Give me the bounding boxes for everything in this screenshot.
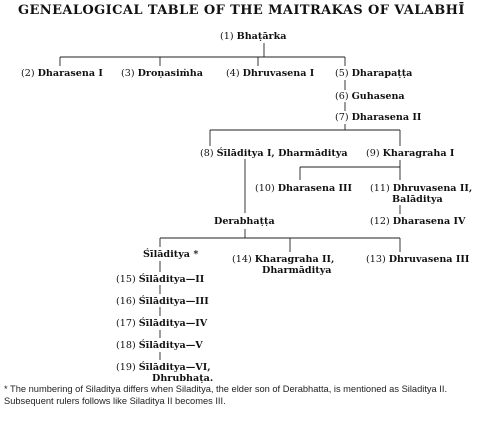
node-derabhatta	[214, 216, 275, 227]
node-name: Śīlāditya—II	[138, 274, 205, 285]
node-name: Derabhaṭṭa	[214, 216, 275, 227]
node-dharapatta: (5) Dharapaṭṭa	[335, 68, 413, 79]
node-dronasimha: (3) Droṇasiṁha	[121, 68, 203, 79]
node-name: Dharasena IV	[392, 216, 466, 227]
node-name: Dhruvasena III	[388, 254, 470, 265]
node-name: Dhruvasena II,	[392, 183, 473, 194]
node-dhruvasena-2: (11) Dhruvasena II, Balāditya	[370, 183, 473, 205]
node-name-line-2: Dhrubhaṭa.	[152, 373, 214, 384]
node-dhruvasena-1: (4) Dhruvasena I	[226, 68, 315, 79]
node-siladitya-2: (15) Śīlāditya—II	[116, 274, 205, 285]
node-name: Dharasena I	[37, 68, 103, 79]
node-kharagraha-2: (14) Kharagraha II, Dharmāditya	[232, 254, 335, 276]
node-name-line-2: Dharmāditya	[262, 265, 332, 276]
node-dhruvasena-3: (13) Dhruvasena III	[366, 254, 470, 265]
node-siladitya-3: (16) Śīlāditya—III	[116, 296, 209, 307]
node-name-line-2: Balāditya	[392, 194, 443, 205]
node-name: Guhasena	[351, 91, 405, 102]
node-name: Droṇasiṁha	[137, 68, 203, 79]
node-siladitya-star	[143, 249, 198, 260]
node-name: Kharagraha II,	[254, 254, 335, 265]
node-name: Śīlāditya *	[143, 249, 199, 260]
diagram-title: GENEALOGICAL TABLE OF THE MAITRAKAS OF VALABHĪ	[18, 3, 465, 18]
node-name: Śīlāditya—III	[138, 296, 209, 307]
node-name: Śīlāditya—IV	[138, 318, 208, 329]
node-dharasena-3: (10) Dharasena III	[255, 183, 352, 194]
node-name: Dharapaṭṭa	[351, 68, 413, 79]
node-dharasena-1: (2) Dharasena I	[21, 68, 103, 79]
node-siladitya-4: (17) Śīlāditya—IV	[116, 318, 208, 329]
node-siladitya-1: (8) Śīlāditya I, Dharmāditya	[200, 148, 348, 159]
node-name: Śīlāditya—V	[138, 340, 203, 351]
node-name: Śīlāditya I, Dharmāditya	[216, 148, 348, 159]
footnote: * The numbering of Siladitya differs when Siladitya, the elder son of Derabhatta, is mentioned as Siladitya II. Subsequent rulers follows like Siladitya II becomes III.	[4, 384, 448, 406]
node-guhasena: (6) Guhasena	[335, 91, 405, 102]
node-name: Dharasena II	[351, 112, 422, 123]
node-siladitya-5: (18) Śīlāditya—V	[116, 340, 203, 351]
node-name: Bhaṭārka	[236, 31, 287, 42]
node-name: Kharagraha I	[382, 148, 455, 159]
node-name: Śīlāditya—VI,	[138, 362, 211, 373]
node-bhatarka: (1) Bhaṭārka	[220, 31, 287, 42]
node-dharasena-4: (12) Dharasena IV	[370, 216, 466, 227]
node-name: Dhruvasena I	[242, 68, 315, 79]
node-siladitya-6: (19) Śīlāditya—VI, Dhrubhaṭa.	[116, 362, 214, 384]
node-name: Dharasena III	[277, 183, 352, 194]
node-dharasena-2: (7) Dharasena II	[335, 112, 422, 123]
node-kharagraha-1: (9) Kharagraha I	[366, 148, 455, 159]
